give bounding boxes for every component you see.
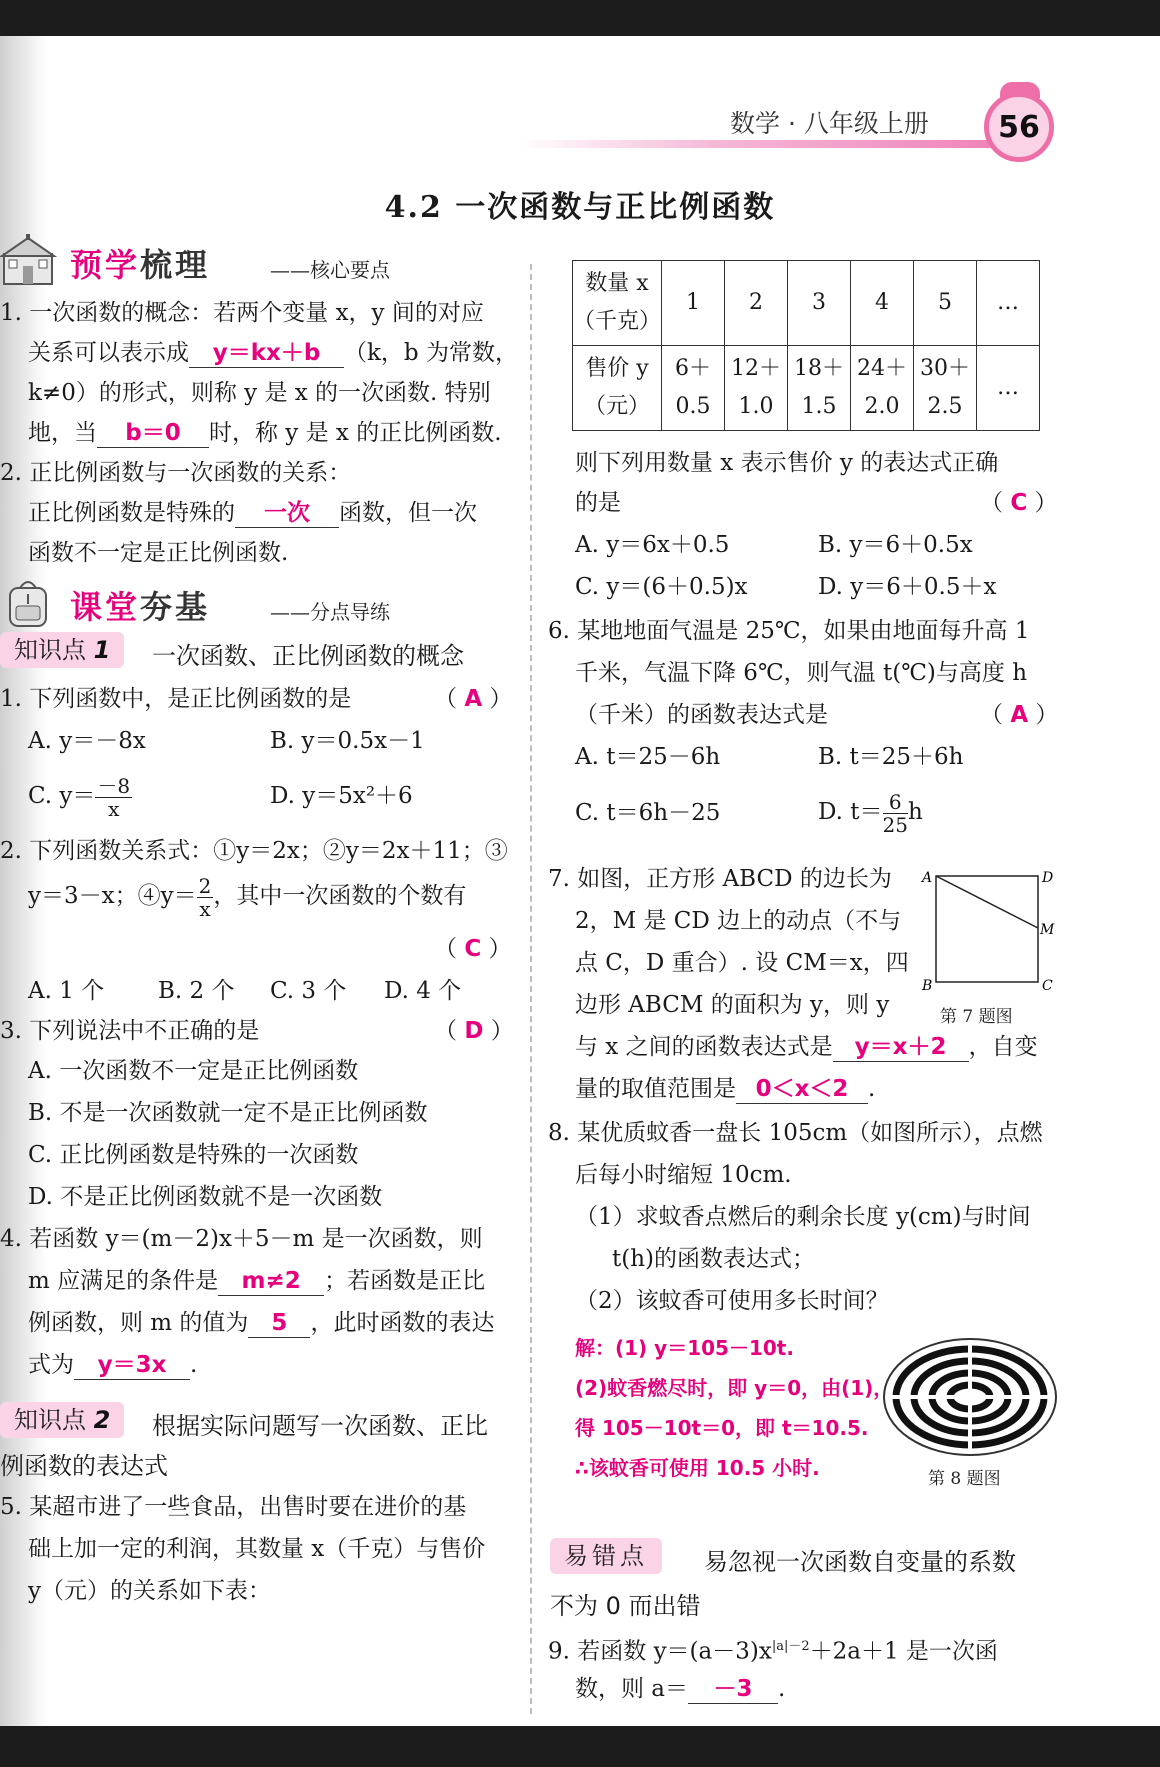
q7-line6: 量的取值范围是 0＜x＜2 . xyxy=(575,1076,876,1102)
fig-label-b: B xyxy=(922,978,933,994)
answer-blank: 5 xyxy=(248,1309,310,1338)
table-cell: 12＋ 1.0 xyxy=(725,346,788,431)
q8-line2: 后每小时缩短 10cm. xyxy=(575,1162,792,1188)
table-cell: 1 xyxy=(662,261,725,346)
q7-line2: 2，M 是 CD 边上的动点（不与 xyxy=(575,908,902,934)
table-header-quantity: 数量 x （千克） xyxy=(573,261,662,346)
q6-option-a: A. t＝25－6h xyxy=(575,744,721,770)
q8-part1-line2: t(h)的函数表达式； xyxy=(612,1246,816,1272)
classroom-subtitle: ——分点导练 xyxy=(270,600,390,624)
q5-answer-bracket: （ C ） xyxy=(980,490,1058,516)
table-cell: 4 xyxy=(851,261,914,346)
q5-line2: 础上加一定的利润，其数量 x（千克）与售价 xyxy=(28,1536,486,1562)
q5-option-c: C. y＝(6＋0.5)x xyxy=(575,574,748,600)
q7-line5: 与 x 之间的函数表达式是 y＝x＋2 ，自变 xyxy=(575,1034,1038,1060)
q3-option-c: C. 正比例函数是特殊的一次函数 xyxy=(28,1142,359,1168)
answer-blank: 一次 xyxy=(235,499,339,528)
prestudy-item1-line4: 地，当 b＝0 时，称 y 是 x 的正比例函数. xyxy=(28,420,502,446)
q6-answer-bracket: （ A ） xyxy=(980,702,1059,728)
header-title: 数学 · 八年级上册 xyxy=(730,109,929,138)
knowledge-point-2-title: 根据实际问题写一次函数、正比 xyxy=(152,1412,488,1440)
q6-line1: 6. 某地地面气温是 25℃，如果由地面每升高 1 xyxy=(548,618,1030,644)
q1-stem: 1. 下列函数中，是正比例函数的是 xyxy=(0,686,352,712)
header-ribbon xyxy=(520,140,1010,148)
q5-line1: 5. 某超市进了一些食品，出售时要在进价的基 xyxy=(0,1494,467,1520)
q4-line1: 4. 若函数 y＝(m－2)x＋5－m 是一次函数，则 xyxy=(0,1226,483,1252)
q9-line1: 9. 若函数 $y=(a-3)x^{|a|-2}+2a+1$ 是一次函 xyxy=(548,1638,998,1665)
q5-option-d: D. y＝6＋0.5＋x xyxy=(818,574,997,600)
q2-line2: y＝3－x；④y＝ $\frac{2}{x}$ ，其中一次函数的个数有 xyxy=(28,873,467,921)
prestudy-item1-line2: 关系可以表示成 y＝kx＋b （k，b 为常数， xyxy=(28,340,518,366)
fig-label-d: D xyxy=(1042,870,1054,886)
q5-option-b: B. y＝6＋0.5x xyxy=(818,532,973,558)
table-row xyxy=(573,346,1040,431)
column-divider xyxy=(530,264,532,1714)
knowledge-point-2-title-line2: 例函数的表达式 xyxy=(0,1452,168,1480)
q5-option-a: A. y＝6x＋0.5 xyxy=(575,532,730,558)
q5-after-line1: 则下列用数量 x 表示售价 y 的表达式正确 xyxy=(575,450,999,476)
q8-caption: 第 8 题图 xyxy=(928,1469,1001,1489)
prestudy-subtitle: ——核心要点 xyxy=(270,258,390,282)
q8-line1: 8. 某优质蚊香一盘长 105cm（如图所示），点燃 xyxy=(548,1120,1043,1146)
q1-option-c: C. y＝ $\frac{-8}{x}$ xyxy=(28,773,131,821)
q2-option-d: D. 4 个 xyxy=(384,978,462,1004)
answer-blank: b＝0 xyxy=(97,419,209,448)
q8-part2: （2）该蚊香可使用多长时间？ xyxy=(575,1288,889,1314)
table-cell: 24＋ 2.0 xyxy=(851,346,914,431)
table-cell: 2 xyxy=(725,261,788,346)
q5-line3: y（元）的关系如下表： xyxy=(28,1578,271,1604)
q3-stem: 3. 下列说法中不正确的是 xyxy=(0,1018,260,1044)
school-icon xyxy=(0,232,56,288)
table-cell: … xyxy=(977,261,1040,346)
prestudy-item2-line2: 正比例函数是特殊的 一次 函数，但一次 xyxy=(28,500,477,526)
q7-line1: 7. 如图，正方形 ABCD 的边长为 xyxy=(548,866,892,892)
q7-line4: 边形 ABCM 的面积为 y，则 y xyxy=(575,992,890,1018)
answer-blank: －3 xyxy=(688,1675,778,1704)
q2-answer-bracket: （ C ） xyxy=(434,936,512,962)
textbook-page xyxy=(0,36,1160,1726)
q6-line2: 千米，气温下降 6℃，则气温 t(℃)与高度 h xyxy=(575,660,1028,686)
q6-option-d: D. t＝ $\frac{6}{25}$ h xyxy=(818,789,923,837)
table-cell: 6＋ 0.5 xyxy=(662,346,725,431)
q6-line3: （千米）的函数表达式是 xyxy=(575,702,828,728)
q8-solution-line4: ∴该蚊香可使用 10.5 小时. xyxy=(575,1456,820,1480)
answer-blank: y＝3x xyxy=(74,1351,190,1380)
q2-option-c: C. 3 个 xyxy=(270,978,347,1004)
q4-line2: m 应满足的条件是 m≠2 ；若函数是正比 xyxy=(28,1268,486,1294)
q7-square-figure xyxy=(920,864,1055,994)
q1-answer-bracket: （ A ） xyxy=(434,686,513,712)
q1-option-b: B. y＝0.5x－1 xyxy=(270,728,425,754)
classroom-title: 课堂夯基 xyxy=(70,588,211,626)
q3-option-b: B. 不是一次函数就一定不是正比例函数 xyxy=(28,1100,428,1126)
page-number-badge: 56 xyxy=(984,92,1054,162)
prestudy-item2-line1: 2. 正比例函数与一次函数的关系： xyxy=(0,460,352,486)
q3-answer-bracket: （ D ） xyxy=(434,1018,514,1044)
chapter-title: 4.2 一次函数与正比例函数 xyxy=(384,190,776,225)
prestudy-title: 预学梳理 xyxy=(70,246,211,284)
error-point-title: 易忽视一次函数自变量的系数 xyxy=(704,1548,1016,1576)
classroom-heading xyxy=(0,574,520,634)
q7-caption: 第 7 题图 xyxy=(940,1007,1013,1027)
answer-blank: 0＜x＜2 xyxy=(736,1075,868,1104)
q4-line3: 例函数，则 m 的值为 5 ，此时函数的表达 xyxy=(28,1310,495,1336)
table-cell: 5 xyxy=(914,261,977,346)
table-cell: 30＋ 2.5 xyxy=(914,346,977,431)
q3-option-a: A. 一次函数不一定是正比例函数 xyxy=(28,1058,359,1084)
table-header-price: 售价 y （元） xyxy=(573,346,662,431)
q6-option-c: C. t＝6h－25 xyxy=(575,800,721,826)
q1-option-d: D. y＝5x²＋6 xyxy=(270,783,413,809)
q5-after-line2: 的是 xyxy=(575,490,621,516)
table-cell: 18＋ 1.5 xyxy=(788,346,851,431)
q7-line3: 点 C，D 重合）. 设 CM＝x，四 xyxy=(575,950,909,976)
prestudy-item1-line3: k≠0）的形式，则称 y 是 x 的一次函数. 特别 xyxy=(28,380,491,406)
answer-blank: m≠2 xyxy=(218,1267,324,1296)
q2-line1: 2. 下列函数关系式：①y＝2x；②y＝2x＋11；③ xyxy=(0,838,508,864)
backpack-icon xyxy=(0,574,56,630)
q8-solution-line3: 得 105－10t＝0，即 t＝10.5. xyxy=(575,1416,869,1440)
error-point-title-line2: 不为 0 而出错 xyxy=(550,1592,701,1620)
q3-option-d: D. 不是正比例函数就不是一次函数 xyxy=(28,1184,383,1210)
knowledge-point-1-tag: 知识点 1 xyxy=(0,632,124,668)
table-cell: … xyxy=(977,346,1040,431)
prestudy-heading xyxy=(0,232,520,292)
q8-solution-line2: (2)蚊香燃尽时，即 y＝0，由(1)， xyxy=(575,1376,894,1400)
fig-label-c: C xyxy=(1042,978,1053,994)
q1-option-a: A. y＝－8x xyxy=(28,728,146,754)
q5-table xyxy=(572,260,1040,431)
answer-blank: y＝x＋2 xyxy=(833,1033,969,1062)
error-point-tag: 易错点 xyxy=(550,1538,662,1574)
knowledge-point-1-title: 一次函数、正比例函数的概念 xyxy=(152,642,464,670)
fig-label-m: M xyxy=(1040,922,1055,938)
q9-line2: 数，则 a＝ －3 . xyxy=(575,1676,786,1702)
q8-part1-line1: （1）求蚊香点燃后的剩余长度 y(cm)与时间 xyxy=(575,1204,1031,1230)
q2-option-a: A. 1 个 xyxy=(28,978,105,1004)
q6-option-b: B. t＝25＋6h xyxy=(818,744,964,770)
table-row xyxy=(573,261,1040,346)
table-cell: 3 xyxy=(788,261,851,346)
prestudy-item1-line1: 1. 一次函数的概念：若两个变量 x，y 间的对应 xyxy=(0,300,484,326)
answer-blank: y＝kx＋b xyxy=(189,339,344,368)
q4-line4: 式为 y＝3x . xyxy=(28,1352,198,1378)
q2-option-b: B. 2 个 xyxy=(158,978,235,1004)
fig-label-a: A xyxy=(922,870,933,886)
mosquito-coil-icon xyxy=(880,1332,1060,1462)
prestudy-item2-line3: 函数不一定是正比例函数. xyxy=(28,540,289,566)
knowledge-point-2-tag: 知识点 2 xyxy=(0,1402,124,1438)
q8-solution-line1: 解：(1) y＝105－10t. xyxy=(575,1336,794,1360)
